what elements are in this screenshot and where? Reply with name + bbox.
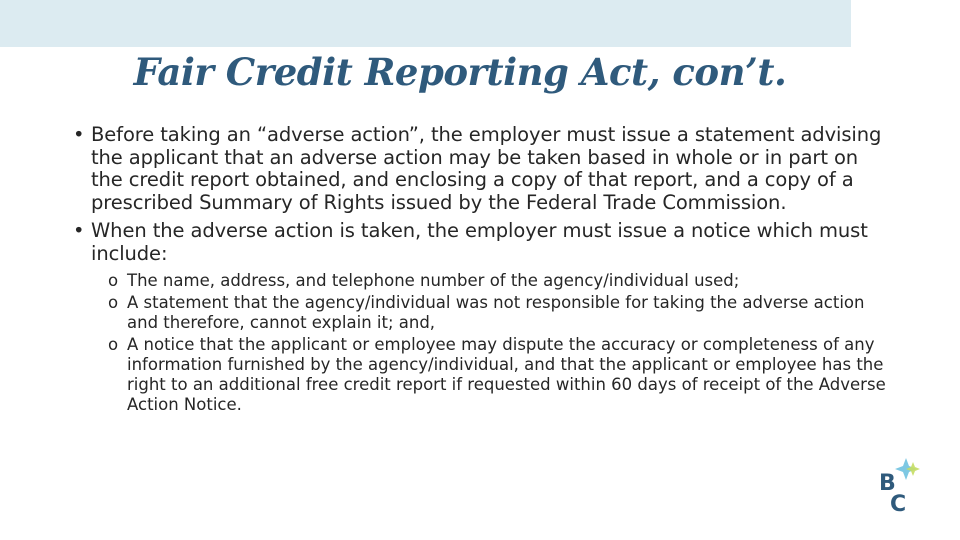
bullet-text: When the adverse action is taken, the employer must issue a notice which must include:	[91, 219, 868, 265]
bullet-item	[73, 220, 893, 265]
bullet-text: Before taking an “adverse action”, the employer must issue a statement advising the applicant that an adverse action may be taken based in whole or in part on the credit report obtained, and enclosing a copy of that report, and a copy of a prescribed Summary of Rights issued by the Federal Trade Commission.	[91, 123, 882, 214]
logo-letter-c: C	[890, 492, 907, 517]
sub-bullet-item	[73, 271, 893, 291]
sub-bullet-text: A statement that the agency/individual was not responsible for taking the adverse action and therefore, cannot explain it; and,	[127, 293, 865, 332]
sparkle-icon	[895, 458, 920, 480]
bc-logo	[870, 452, 930, 522]
header-band	[0, 0, 851, 47]
slide-title: Fair Credit Reporting Act, con’t.	[133, 50, 787, 94]
slide-body	[73, 124, 893, 417]
sub-bullet-marker: o	[108, 271, 119, 290]
sub-bullet-item	[73, 335, 893, 415]
sub-bullet-marker: o	[108, 335, 119, 354]
bullet-item	[73, 124, 893, 214]
sub-bullet-text: A notice that the applicant or employee may dispute the accuracy or completeness of any information furnished by the agency/individual, and that the applicant or employee has the right to an additional free credit report if requested within 60 days of receipt of the Adverse Action Notice.	[127, 335, 886, 414]
bullet-marker: •	[73, 123, 85, 146]
sub-bullet-marker: o	[108, 293, 119, 312]
sub-bullet-text: The name, address, and telephone number of the agency/individual used;	[127, 271, 740, 290]
logo-letter-b: B	[879, 471, 896, 496]
sub-bullet-item	[73, 293, 893, 333]
bullet-marker: •	[73, 219, 85, 242]
